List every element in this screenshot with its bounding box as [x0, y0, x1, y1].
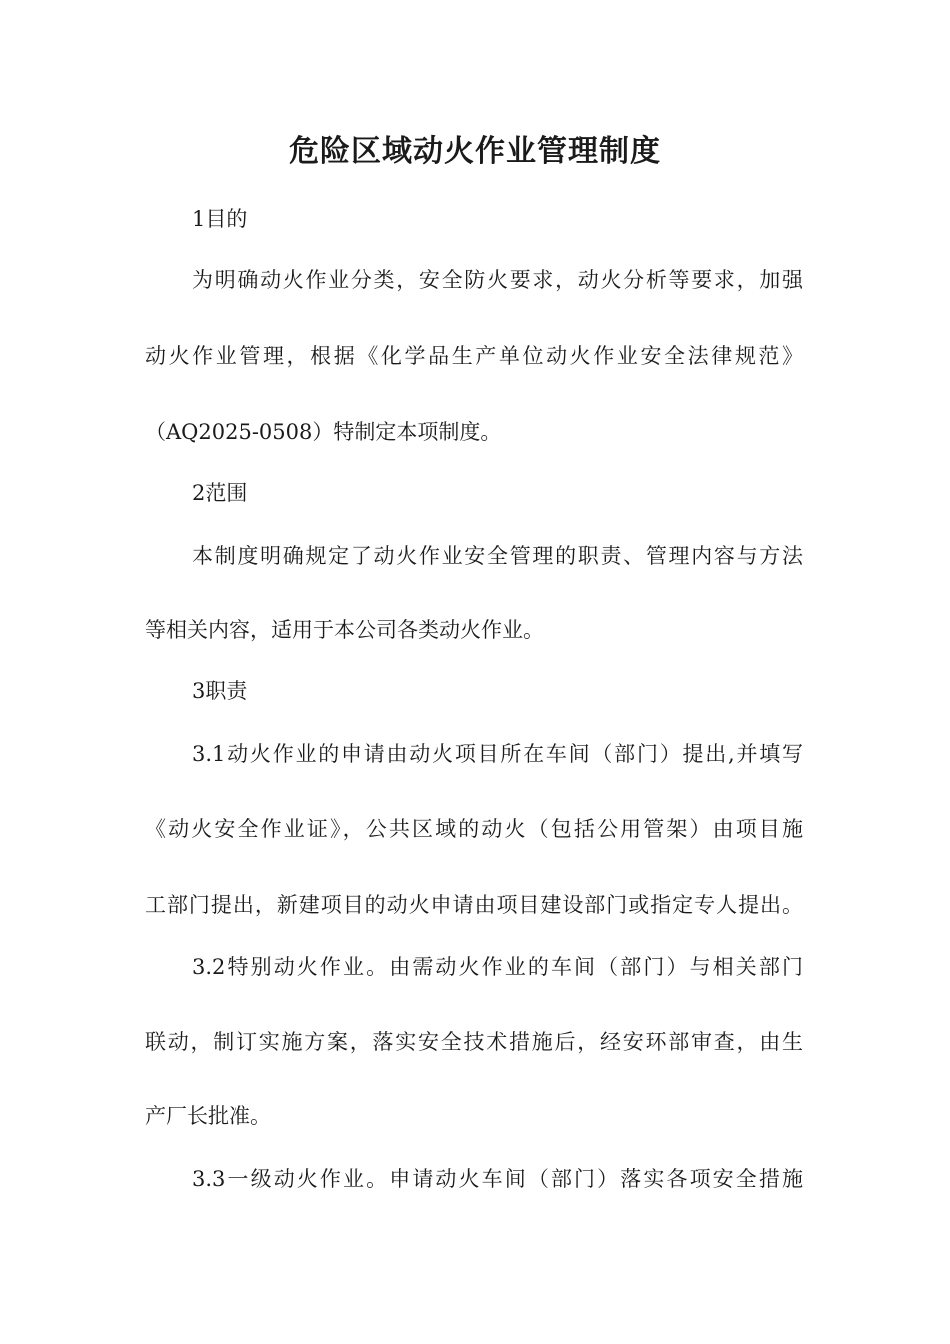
- paragraph-line: 为明确动火作业分类，安全防火要求，动火分析等要求，加强: [192, 268, 803, 292]
- paragraph-line: （AQ2025-0508）特制定本项制度。: [145, 420, 502, 444]
- paragraph-line: 工部门提出，新建项目的动火申请由项目建设部门或指定专人提出。: [145, 893, 803, 917]
- section-heading-purpose: 1目的: [192, 207, 248, 231]
- section-heading-responsibility: 3职责: [192, 679, 248, 703]
- paragraph-line: 产厂长批准。: [145, 1104, 271, 1128]
- paragraph-line: 动火作业管理，根据《化学品生产单位动火作业安全法律规范》: [145, 344, 803, 368]
- document-title: 危险区域动火作业管理制度: [289, 134, 661, 169]
- paragraph-line: 3.2特别动火作业。由需动火作业的车间（部门）与相关部门: [192, 955, 803, 979]
- paragraph-line: 3.1动火作业的申请由动火项目所在车间（部门）提出,并填写: [192, 742, 803, 766]
- paragraph-line: 3.3一级动火作业。申请动火车间（部门）落实各项安全措施: [192, 1167, 803, 1191]
- section-heading-scope: 2范围: [192, 481, 248, 505]
- paragraph-line: 联动，制订实施方案，落实安全技术措施后，经安环部审查，由生: [145, 1030, 803, 1054]
- paragraph-line: 《动火安全作业证》，公共区域的动火（包括公用管架）由项目施: [145, 817, 803, 841]
- paragraph-line: 本制度明确规定了动火作业安全管理的职责、管理内容与方法: [192, 544, 803, 568]
- paragraph-line: 等相关内容，适用于本公司各类动火作业。: [145, 618, 544, 642]
